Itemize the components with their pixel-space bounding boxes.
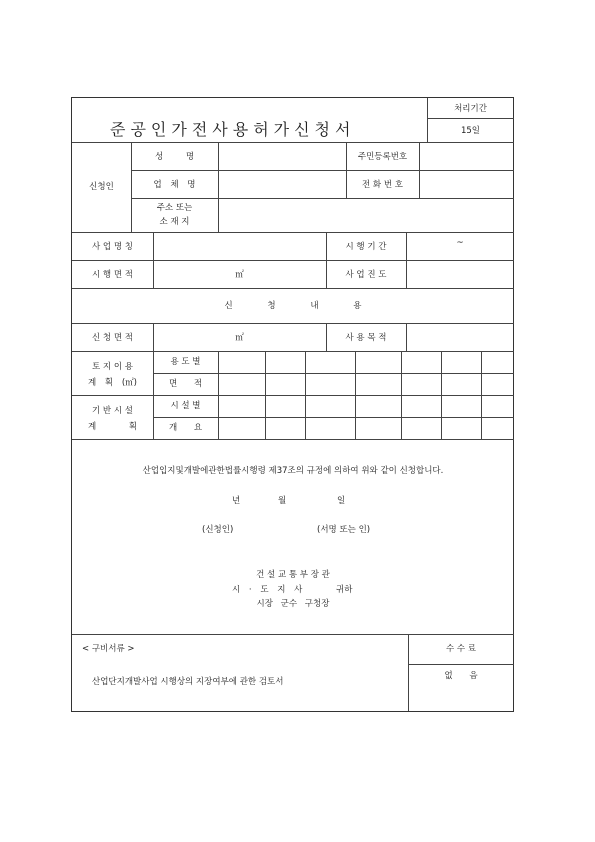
infra-summary-label: 개 요 (168, 423, 203, 433)
phone-label: 전 화 번 호 (362, 180, 403, 190)
usage-purpose-field[interactable] (409, 326, 512, 348)
processing-period-value: 15일 (460, 126, 481, 136)
request-area-field[interactable] (156, 326, 323, 348)
infra-plan-label-2: 계 획 (87, 422, 138, 432)
phone-field[interactable] (422, 172, 512, 196)
usage-purpose-label: 사 용 목 적 (345, 333, 387, 343)
request-section-label: 신 청 내 용 (224, 301, 362, 311)
processing-period-label: 처리기간 (454, 104, 487, 114)
date-year: 년 (232, 496, 241, 506)
infra-by-facility-label: 시 설 별 (170, 401, 201, 411)
request-area-unit: ㎡ (235, 333, 244, 343)
applicant-group-label: 신청인 (89, 182, 114, 192)
address-label-1: 주소 또는 (156, 203, 193, 213)
required-document-item: 산업단지개발사업 시행상의 지장여부에 관한 검토서 (92, 677, 284, 687)
form-title: 준공인가전사용허가신청서 (110, 120, 356, 139)
application-form (71, 97, 514, 712)
declaration-statement: 산업입지및개발에관한법률시행령 제37조의 규정에 의하여 위와 같이 신청합니다. (142, 466, 444, 476)
project-progress-field[interactable] (409, 263, 512, 285)
sign-or-seal-label: (서명 또는 인) (317, 525, 371, 535)
addressee-mayor: 시장 군수 구청장 (256, 599, 330, 609)
landuse-plan-label-1: 토 지 이 용 (92, 362, 133, 372)
project-area-label: 시 행 면 적 (92, 270, 133, 280)
landuse-area-label: 면 적 (168, 379, 203, 389)
required-documents-label: < 구비서류 > (82, 644, 135, 654)
project-name-field[interactable] (156, 235, 323, 257)
name-field[interactable] (221, 144, 343, 168)
project-progress-label: 사 업 진 도 (345, 270, 387, 280)
project-name-label: 사 업 명 칭 (92, 242, 133, 252)
project-area-unit: ㎡ (235, 270, 244, 280)
landuse-plan-label-2: 계 획 (㎡) (88, 378, 137, 388)
landuse-by-purpose-label: 용 도 별 (170, 357, 201, 367)
resident-id-label: 주민등록번호 (357, 152, 408, 162)
company-name-label: 업 체 명 (153, 180, 196, 190)
fee-value: 없 음 (444, 671, 478, 681)
address-label-2: 소 재 지 (159, 217, 190, 227)
project-period-field[interactable] (409, 235, 512, 257)
infra-plan-label-1: 기 반 시 설 (92, 406, 133, 416)
applicant-signature-label: (신청인) (202, 525, 234, 535)
date-month: 월 (278, 496, 287, 506)
project-period-separator: ~ (456, 238, 464, 248)
address-field[interactable] (221, 200, 511, 230)
resident-id-field[interactable] (422, 144, 512, 168)
name-label: 성 명 (154, 152, 195, 162)
addressee-minister: 건 설 교 통 부 장 관 (256, 570, 330, 580)
addressee-honorific: 귀하 (336, 585, 353, 595)
date-day: 일 (337, 496, 346, 506)
request-area-label: 신 청 면 적 (92, 333, 133, 343)
company-name-field[interactable] (221, 172, 343, 196)
project-area-field[interactable] (156, 263, 323, 285)
addressee-governor: 시 · 도 지 사 (232, 585, 303, 595)
fee-label: 수 수 료 (445, 644, 477, 654)
project-period-label: 시 행 기 간 (345, 242, 387, 252)
